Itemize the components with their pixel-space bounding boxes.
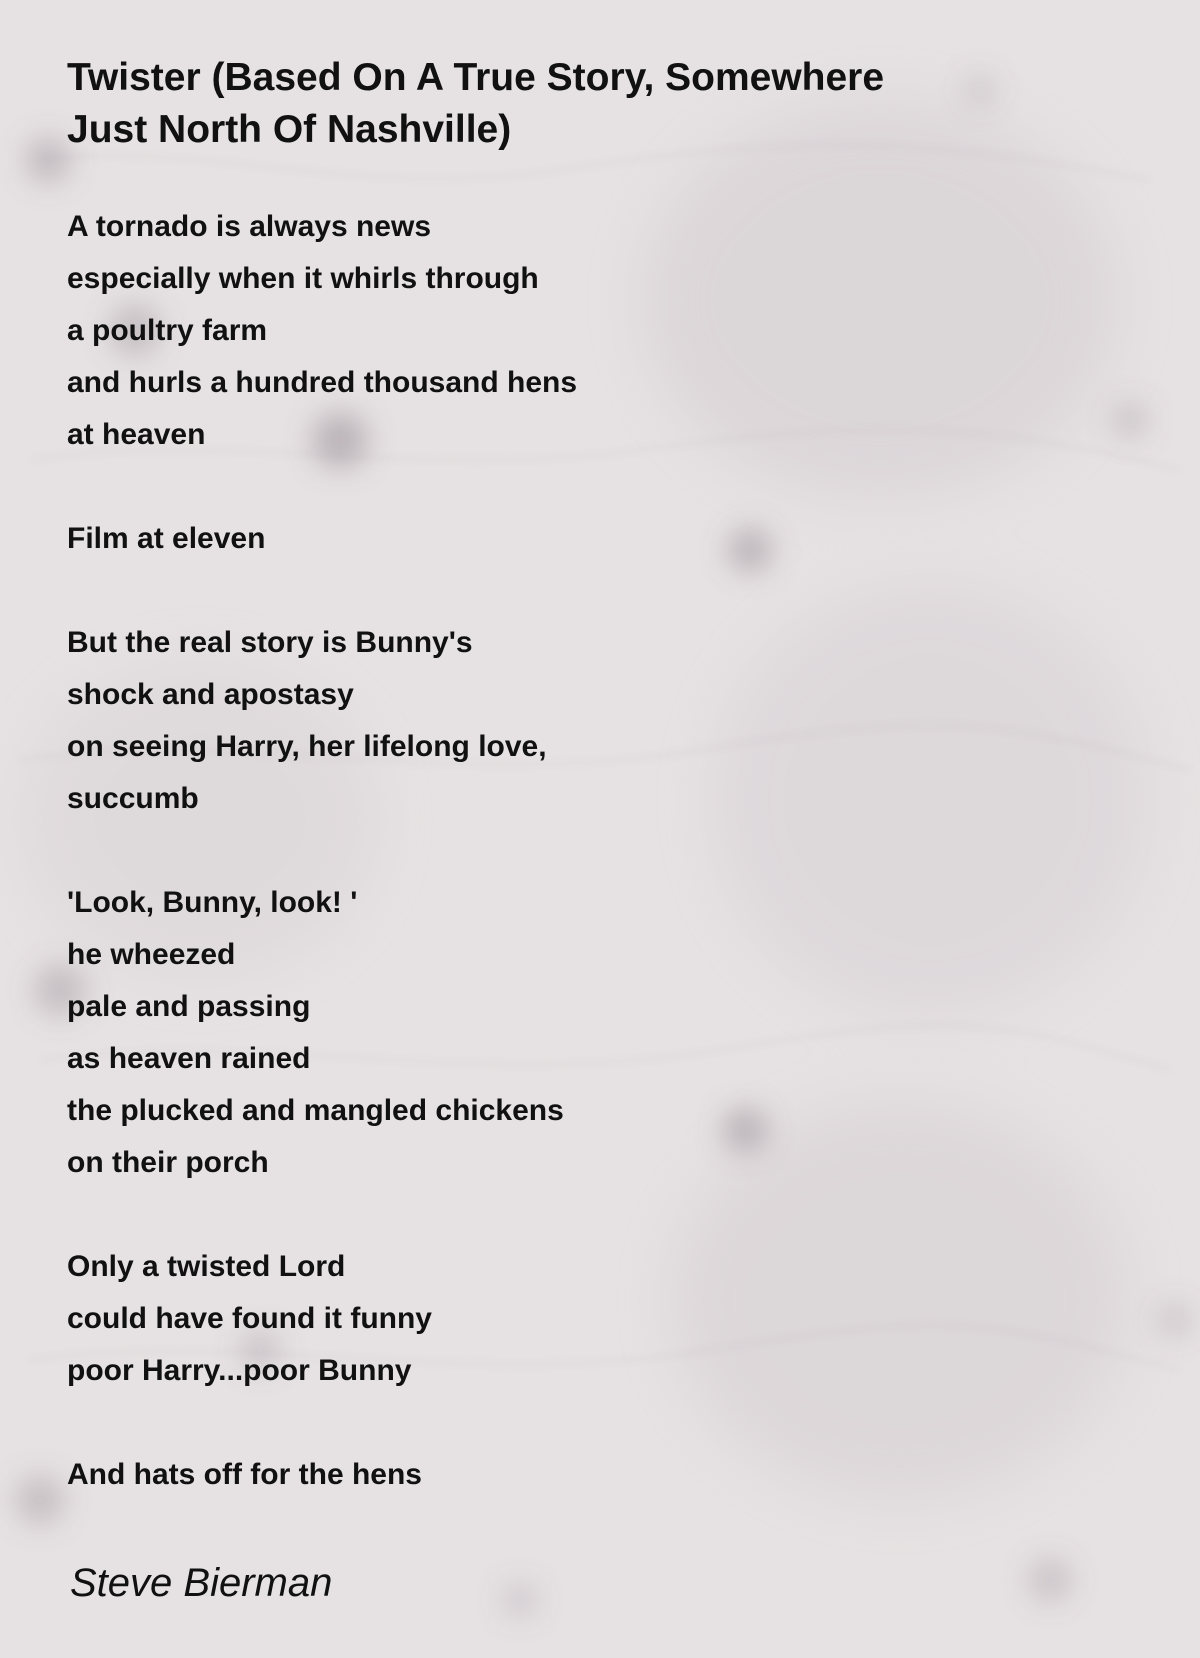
poem-line: and hurls a hundred thousand hens: [67, 366, 578, 399]
stanza: [67, 617, 967, 825]
poem-line: And hats off for the hens: [67, 1458, 422, 1491]
poem-title-line: Just North Of Nashville): [67, 108, 512, 151]
poem-line: a poultry farm: [67, 314, 268, 347]
poem-line: Only a twisted Lord: [67, 1250, 346, 1283]
poem-line: succumb: [67, 782, 199, 815]
stanza-gap: [67, 1397, 967, 1449]
poem-line: pale and passing: [67, 990, 311, 1023]
poem-line: A tornado is always news: [67, 210, 431, 243]
poem-body: [67, 201, 967, 1501]
poem-line: 'Look, Bunny, look! ': [67, 886, 358, 919]
poem-line: poor Harry...poor Bunny: [67, 1354, 412, 1387]
stanza: [67, 877, 967, 1189]
poem-line: the plucked and mangled chickens: [67, 1094, 564, 1127]
stanza-gap: [67, 565, 967, 617]
stanza: [67, 513, 967, 565]
poem-line: he wheezed: [67, 938, 236, 971]
stanza: [67, 201, 967, 461]
stanza-gap: [67, 825, 967, 877]
stanza: [67, 1449, 967, 1501]
poem-title-line: Twister (Based On A True Story, Somewhere: [67, 56, 885, 99]
poem-line: But the real story is Bunny's: [67, 626, 473, 659]
stanza-gap: [67, 1189, 967, 1241]
poem-line: especially when it whirls through: [67, 262, 539, 295]
poem-line: on seeing Harry, her lifelong love,: [67, 730, 547, 763]
stanza: [67, 1241, 967, 1397]
stanza-gap: [67, 461, 967, 513]
poem-line: as heaven rained: [67, 1042, 311, 1075]
poem-line: on their porch: [67, 1146, 269, 1179]
poem-line: shock and apostasy: [67, 678, 354, 711]
poem-title: [67, 52, 1067, 156]
poem-line: Film at eleven: [67, 522, 266, 555]
poem-author: Steve Bierman: [70, 1561, 333, 1605]
poem-line: could have found it funny: [67, 1302, 432, 1335]
poem-line: at heaven: [67, 418, 206, 451]
